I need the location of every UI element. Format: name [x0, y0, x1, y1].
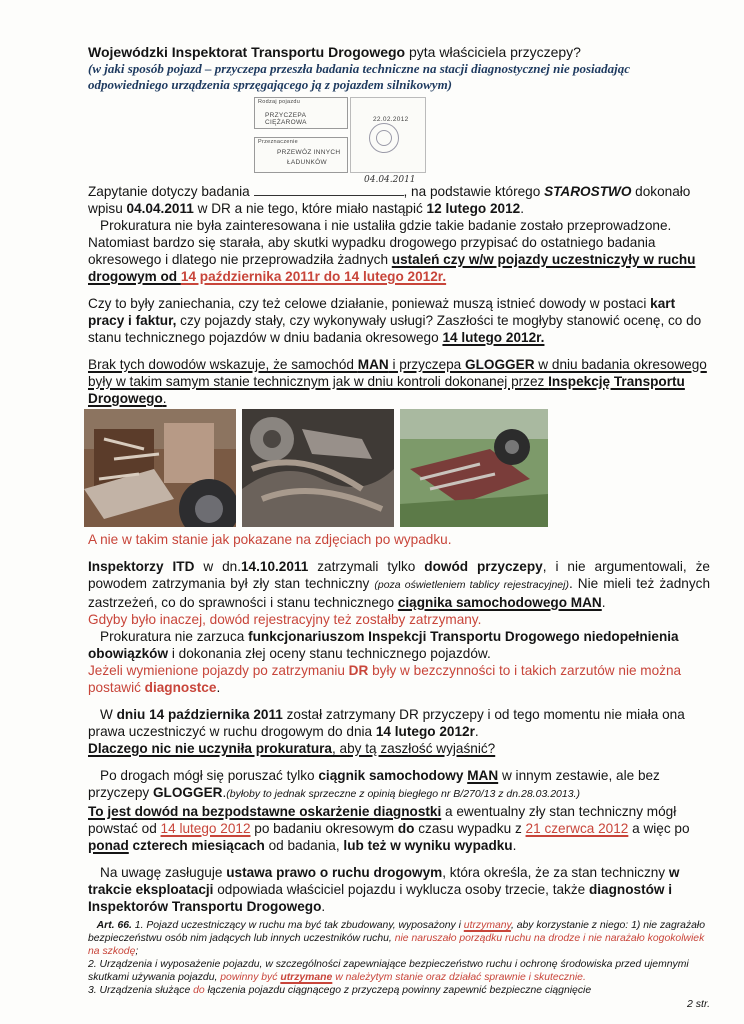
text: . Nie mieli też żadnych zastrzeżeń, co do sprawności i stanu technicznego — [88, 576, 710, 610]
text: ; — [135, 946, 139, 957]
text: zatrzymali tylko — [308, 559, 425, 574]
text-bold: w trakcie eksploatacji — [88, 865, 680, 897]
text-red: w należytym stanie oraz działać sprawnie i skutecznie. — [332, 972, 586, 983]
text: W — [100, 707, 117, 722]
text-red-bold: diagnostce — [144, 680, 217, 695]
paragraph-6 — [88, 628, 710, 696]
text-bold: lub też w wyniku wypadku — [343, 838, 513, 853]
header-title-rest: pyta właściciela przyczepy? — [405, 44, 581, 60]
text: czy pojazdy stały, czy wykonywały usługi? Zaszłości te mogłyby stanowić ocenę, co do stanu technicznego pojazdów w dniu badania okresowego — [88, 313, 702, 345]
paragraph-2 — [88, 217, 710, 285]
paragraph-3 — [88, 295, 710, 346]
text: a więc po — [628, 821, 690, 836]
text-bold: do — [397, 821, 415, 836]
text: czasu wypadku z — [414, 821, 526, 836]
text: łączenia pojazdu ciągnącego z przyczepą powinny zapewnić bezpieczne ciągnięcie — [204, 985, 592, 996]
text: i dokonania złej oceny stanu technicznego pojazdów. — [168, 646, 491, 661]
text-red-bold: DR — [348, 663, 369, 678]
article-66-quote — [88, 919, 710, 997]
text: po badaniu okresowym — [250, 821, 398, 836]
text-red-underlined: utrzymany — [463, 920, 511, 931]
text: . — [601, 595, 606, 610]
text: , która określa, że za stan techniczny — [442, 865, 669, 880]
header-title-bold: Wojewódzki Inspektorat Transportu Drogowego — [88, 44, 406, 60]
official-seal-inner-icon — [376, 130, 392, 146]
text: 2. Urządzenia i wyposażenie pojazdu, w szczególności zapewniające bezpieczeństwo ruchu i ochronę środowiska przed ujemnymi skutkami używania pojazdu, — [88, 959, 689, 983]
text-bold: ustawa prawo o ruchu drogowym — [226, 865, 443, 880]
paragraph-7 — [88, 706, 710, 757]
text: w dn. — [194, 559, 241, 574]
photo-trailer-damage — [84, 409, 236, 527]
text: 3. Urządzenia służące — [88, 985, 194, 996]
text-bold: dniu 14 października 2011 — [116, 707, 283, 722]
text: . — [162, 391, 167, 406]
text: Prokuratura nie zarzuca — [100, 629, 249, 644]
text-note: (byłoby to jednak sprzeczne z opinią biegłego nr B/270/13 z dn.28.03.2013.) — [226, 788, 580, 800]
date: 14 lutego 2012r — [375, 724, 475, 739]
text-underlined: ustaleń czy w/w pojazdy uczestniczyły w ruchu drogowym od — [88, 252, 696, 284]
text: dokonało wpisu — [88, 184, 691, 216]
article-number: Art. 66. — [96, 920, 132, 931]
text-red: powinny być — [220, 972, 281, 983]
photo-overturned-vehicle — [400, 409, 548, 527]
date: 14 lutego 2012r. — [442, 330, 545, 345]
paragraph-4 — [88, 356, 710, 407]
text-bold: funkcjonariuszom Inspekcji Transportu Drogowego niedopełnienia obowiązków — [88, 629, 679, 661]
article-paragraph-1 — [88, 919, 710, 958]
text-underlined: To jest dowód na bezpodstawne oskarżenie diagnostki — [88, 804, 442, 819]
question-underlined: Dlaczego nic nie uczyniła prokuratura — [88, 741, 332, 756]
text-red: Jeżeli wymienione pojazdy po zatrzymaniu — [88, 663, 349, 678]
date-range: 14 października 2011r do 14 lutego 2012r. — [180, 269, 447, 284]
text-underlined: MAN — [467, 768, 499, 783]
text-emph: STAROSTWO — [544, 184, 632, 199]
stamp-date: 22.02.2012 — [373, 116, 409, 123]
paragraph-8 — [88, 767, 710, 854]
paragraph-5 — [88, 558, 710, 628]
text: Zapytanie dotyczy badania — [88, 184, 250, 199]
text-bold: dowód przyczepy — [424, 559, 543, 574]
text: w dniu badania okresowego były w takim samym stanie technicznym jak w dniu kontroli dokonanej przez — [88, 357, 707, 389]
text: . — [512, 838, 517, 853]
photo-undercarriage — [242, 409, 394, 527]
purpose-stamp — [254, 137, 348, 173]
text-note: (poza oświetleniem tablicy rejestracyjnej) — [374, 579, 569, 591]
text-bold: Inspekcję Transportu Drogowego — [88, 374, 685, 406]
date: 04.04.2011 — [126, 201, 194, 216]
article-paragraph-3 — [88, 984, 710, 997]
text: został zatrzymany DR przyczepy i od tego momentu nie miała ona prawa uczestniczyć w ruchu drogowym do dnia — [88, 707, 685, 739]
date: 14 lutego 2012 — [160, 821, 251, 836]
document-page — [88, 44, 710, 1010]
text-bold: GLOGGER — [465, 357, 535, 372]
text: . — [321, 899, 326, 914]
text-underlined: , aby tą zaszłość wyjaśnić? — [332, 741, 496, 756]
text-red: do — [193, 985, 205, 996]
text: . — [474, 724, 479, 739]
text: Na uwagę zasługuje — [100, 865, 227, 880]
text: Po drogach mógł się poruszać tylko — [100, 768, 319, 783]
text-bold: MAN — [357, 357, 389, 372]
header-subtitle: (w jaki sposób pojazd – przyczepa przeszła badania techniczne na stacji diagnostycznej nie posiadając odpowiedniego urządzenia sprzęgającego ją z pojazdem silnikowym) — [88, 61, 631, 92]
date: 14.10.2011 — [241, 559, 309, 574]
text: w innym zestawie, ale bez przyczepy — [88, 768, 660, 800]
text: i przyczepa — [388, 357, 466, 372]
stamp-purpose-line1: PRZEWÓZ INNYCH — [277, 149, 341, 156]
vehicle-type-stamp — [254, 97, 348, 129]
page-number: 2 str. — [687, 998, 710, 1010]
header-title — [88, 44, 710, 61]
article-paragraph-2 — [88, 958, 710, 984]
text: Prokuratura nie była zainteresowana i nie ustaliła gdzie takie badanie zostało przeprowadzone. Natomiast bardzo się starała, aby skutki wypadku drogowego przypisać do ostatniego badania okresowego i dlatego nie przeprowadziła żadnych — [88, 218, 672, 267]
text: , aby korzystanie z niego: 1) nie zagrażało bezpieczeństwu osób nim jadących lub innych uczestników ruchu, — [88, 920, 706, 944]
text: odpowiada właściciel pojazdu i wyklucza osoby trzecie, także — [213, 882, 589, 897]
stamp-purpose-line2: ŁADUNKÓW — [287, 159, 327, 166]
text-red: Gdyby było inaczej, dowód rejestracyjny też zostałby zatrzymany. — [88, 612, 482, 627]
text: , i nie argumentowali, że powodem zatrzymania był zły stan techniczny — [88, 559, 710, 591]
text-bold: kart pracy i faktur, — [88, 296, 676, 328]
text: Brak tych dowodów wskazuje, że samochód — [88, 357, 358, 372]
text-bold: ciągnik samochodowy — [318, 768, 468, 783]
text: w DR a nie tego, które miało nastąpić — [193, 201, 427, 216]
text-red: nie naruszało porządku ruchu na drodze i nie narażało kogokolwiek na szkodę — [88, 933, 705, 957]
text-red-underlined: utrzymane — [280, 972, 333, 983]
stamp-vehicle-type: PRZYCZEPA CIĘŻAROWA — [265, 112, 307, 126]
date: 12 lutego 2012 — [426, 201, 521, 216]
stamp-label-small: Rodzaj pojazdu — [258, 99, 301, 105]
text-bold: diagnostów i Inspektorów Transportu Drogowego — [88, 882, 673, 914]
text-red: były w bezczynności to i takich zarzutów nie można postawić — [88, 663, 682, 695]
photo-caption: A nie w takim stanie jak pokazane na zdjęciach po wypadku. — [88, 532, 452, 547]
text: . — [222, 785, 227, 800]
paragraph-9 — [88, 864, 710, 915]
stamp-label-small: Przeznaczenie — [258, 139, 298, 145]
accident-photos — [84, 409, 710, 529]
text-bold: GLOGGER — [152, 785, 223, 800]
text-bold: czterech miesiącach — [128, 838, 265, 853]
text: . — [520, 201, 525, 216]
text: od badania, — [264, 838, 344, 853]
text: . — [216, 680, 221, 695]
handwritten-date: 04.04.2011 — [364, 175, 416, 185]
text-underlined: ciągnika samochodowego MAN — [397, 595, 602, 610]
text: 1. Pojazd uczestniczący w ruchu ma być tak zbudowany, wyposażony i — [131, 920, 464, 931]
text: a ewentualny zły stan techniczny mógł powstać od — [88, 804, 677, 836]
date: 21 czerwca 2012 — [525, 821, 629, 836]
text-bold: Inspektorzy ITD — [88, 559, 195, 574]
registration-stamps — [88, 93, 710, 197]
text-underlined: ponad — [88, 838, 129, 853]
text: , na podstawie którego — [403, 184, 545, 199]
text: Czy to były zaniechania, czy też celowe działanie, ponieważ muszą istnieć dowody w postaci — [88, 296, 651, 311]
